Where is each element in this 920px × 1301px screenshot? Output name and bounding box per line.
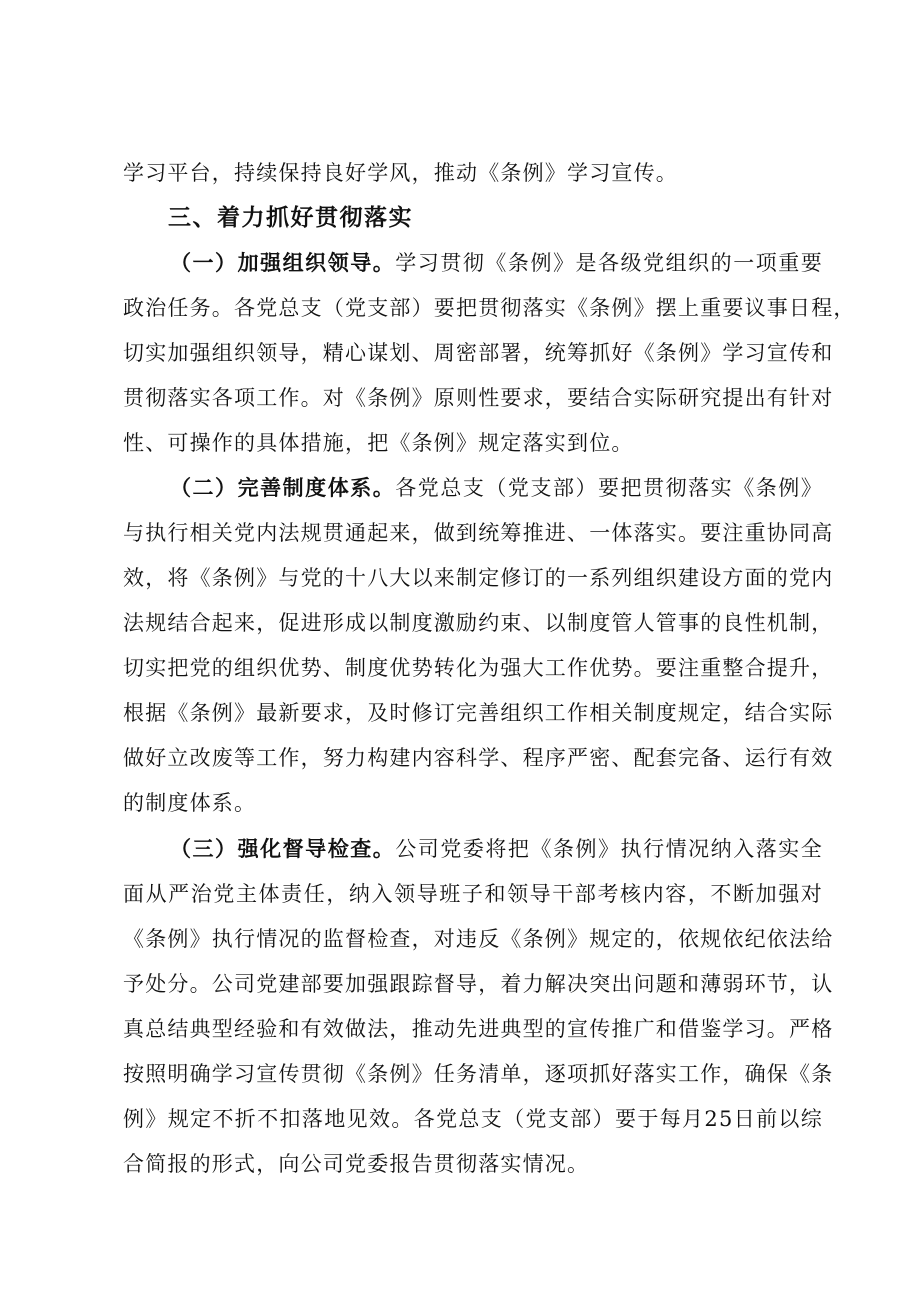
paragraph-line: 例》规定不折不扣落地见效。各党总支（党支部）要于每月25日前以综 [123, 1107, 823, 1131]
paragraph-line: 面从严治党主体责任，纳入领导班子和领导干部考核内容，不断加强对 [123, 882, 823, 906]
paragraph-line: 切实把党的组织优势、制度优势转化为强大工作优势。要注重整合提升， [123, 656, 834, 680]
item-1-title: （一）加强组织领导。 [170, 251, 396, 275]
paragraph-line: 切实加强组织领导，精心谋划、周密部署，统筹抓好《条例》学习宣传和 [123, 341, 834, 365]
paragraph-line: 的制度体系。 [123, 791, 257, 815]
paragraph-line: 予处分。公司党建部要加强跟踪督导，着力解决突出问题和薄弱环节，认 [123, 972, 834, 996]
paragraph-line: 性、可操作的具体措施，把《条例》规定落实到位。 [123, 431, 634, 455]
section-heading: 三、着力抓好贯彻落实 [168, 205, 413, 231]
item-3-first-line [170, 834, 823, 864]
paragraph-line: 贯彻落实各项工作。对《条例》原则性要求，要结合实际研究提出有针对 [123, 386, 834, 410]
paragraph-line: 根据《条例》最新要求，及时修订完善组织工作相关制度规定，结合实际 [123, 701, 834, 725]
item-3-title: （三）强化督导检查。 [170, 837, 396, 861]
item-1-first-line [170, 248, 823, 278]
paragraph-line: 真总结典型经验和有效做法，推动先进典型的宣传推广和借鉴学习。严格 [123, 1017, 834, 1041]
paragraph-line: 《条例》执行情况的监督检查，对违反《条例》规定的，依规依纪依法给 [123, 927, 834, 951]
paragraph-line: 合简报的形式，向公司党委报告贯彻落实情况。 [123, 1152, 590, 1176]
paragraph-line: 法规结合起来，促进形成以制度激励约束、以制度管人管事的良性机制， [123, 611, 834, 635]
paragraph-line: 政治任务。各党总支（党支部）要把贯彻落实《条例》摆上重要议事日程， [123, 296, 856, 320]
item-2-title: （二）完善制度体系。 [170, 476, 396, 500]
item-2-first-line [170, 473, 823, 503]
paragraph-line: 做好立改废等工作，努力构建内容科学、程序严密、配套完备、运行有效 [123, 746, 834, 770]
paragraph-line: 与执行相关党内法规贯通起来，做到统筹推进、一体落实。要注重协同高 [123, 521, 834, 545]
paragraph-line: 学习平台，持续保持良好学风，推动《条例》学习宣传。 [123, 161, 678, 185]
paragraph-text: 公司党委将把《条例》执行情况纳入落实全 [395, 837, 823, 861]
paragraph-line: 效，将《条例》与党的十八大以来制定修订的一系列组织建设方面的党内 [123, 566, 834, 590]
paragraph-text: 学习贯彻《条例》是各级党组织的一项重要 [395, 251, 823, 275]
paragraph-line: 按照明确学习宣传贯彻《条例》任务清单，逐项抓好落实工作，确保《条 [123, 1062, 834, 1086]
paragraph-text: 各党总支（党支部）要把贯彻落实《条例》 [395, 476, 823, 500]
